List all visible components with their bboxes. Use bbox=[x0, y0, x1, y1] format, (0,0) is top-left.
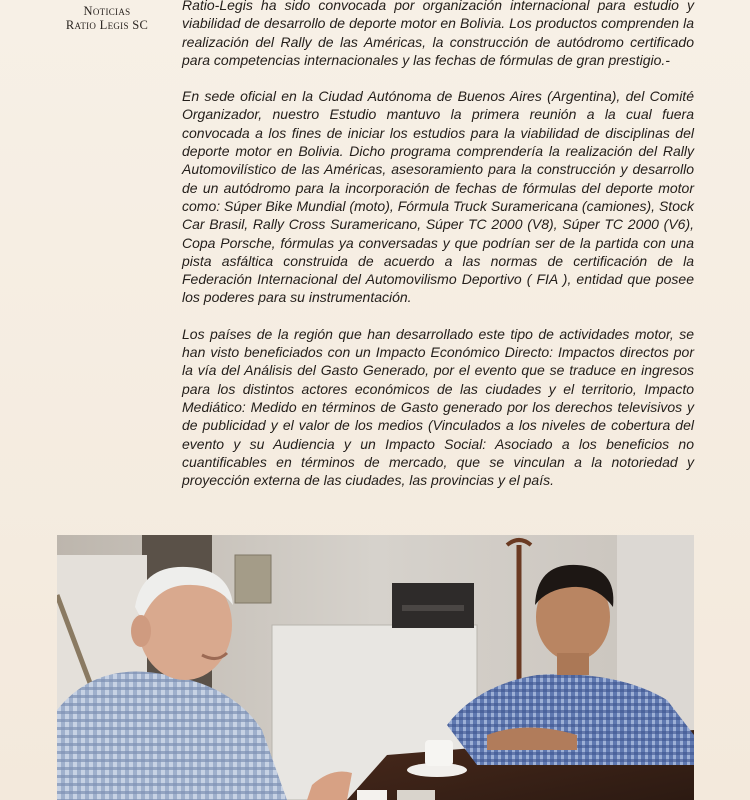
article-paragraph-2: En sede oficial en la Ciudad Autónoma de Buenos Aires (Argentina), del Comité Organizador, nuestro Estudio mantuvo la primera reunión a la cual fuera convocada a los fines de iniciar los estudios para la viabilidad de disciplinas del deporte motor en Bolivia. Dicho programa comprendería la realización del Rally Automovilístico de las Américas, asesoramiento para la construcción y desarrollo de un autódromo para la incorporación de fechas de fórmulas del deporte motor como: Súper Bike Mundial (moto), Fórmula Truck Suramericana (camiones), Stock Car Brasil, Rally Cross Suramericano, Súper TC 2000 (V8), Súper TC 2000 (V6), Copa Porsche, fórmulas ya conversadas y que podrían ser de la partida con una pista asfáltica construida de acuerdo a las normas de certificación de la Federación Internacional del Automovilismo Deportivo ( FIA ), entidad que posee los poderes para su instrumentación. bbox=[182, 88, 694, 306]
meeting-photo-illustration bbox=[57, 535, 694, 800]
meeting-photo bbox=[57, 535, 694, 800]
publisher-name: Ratio Legis SC bbox=[65, 18, 149, 32]
header-block bbox=[52, 4, 162, 32]
article-paragraph-1: Ratio-Legis ha sido convocada por organización internacional para estudio y viabilidad de desarrollo de deporte motor en Bolivia. Los productos comprenden la realización del Rally de las Américas, la construcción de autódromo certificado para competencias internacionales y las fechas de fórmulas de gran prestigio.- bbox=[182, 0, 694, 68]
article-paragraph-3: Los países de la región que han desarrollado este tipo de actividades motor, se han visto beneficiados con un Impacto Económico Directo: Impactos directos por la vía del Análisis del Gasto Generado, por el evento que se traduce en ingresos para los distintos actores económicos de las ciudades y el territorio, Impacto Mediático: Medido en términos de Gasto generado por los derechos televisivos y de publicidad y el valor de los medios (Vinculados a los niveles de cobertura del evento y su Audiencia y un Impacto Social: Asociado a los beneficios no cuantificables en términos de mercado, que se vinculan a la notoriedad y proyección externa de las ciudades, las provincias y el país. bbox=[182, 325, 694, 489]
section-label: Noticias bbox=[83, 4, 131, 18]
article-body bbox=[182, 0, 694, 507]
